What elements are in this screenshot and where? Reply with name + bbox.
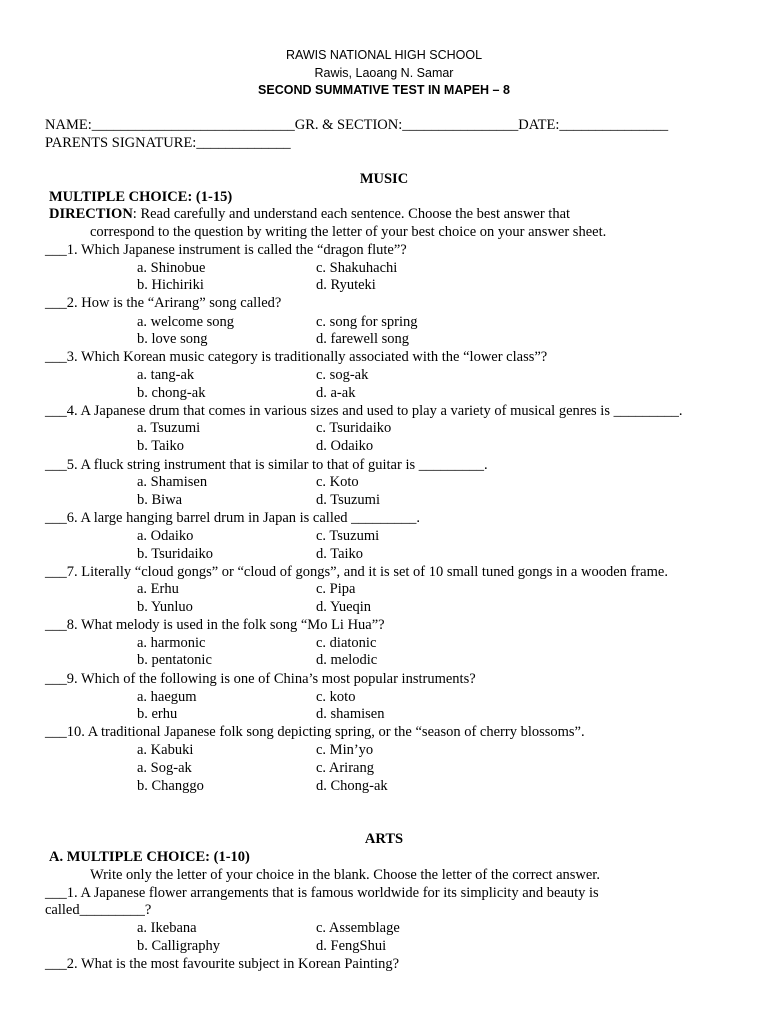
option-b: b. chong-ak: [137, 385, 206, 401]
option-a: a. Ikebana: [137, 920, 197, 936]
question-text: ___8. What melody is used in the folk song “Mo Li Hua”?: [45, 617, 385, 633]
option-left: a. Sog-ak: [137, 760, 192, 776]
question-text: ___7. Literally “cloud gongs” or “cloud of gongs”, and it is set of 10 small tuned gongs in a wooden frame.: [45, 564, 668, 580]
question-text: ___4. A Japanese drum that comes in various sizes and used to play a variety of musical genres is _________.: [45, 403, 683, 419]
question-text: ___3. Which Korean music category is traditionally associated with the “lower class”?: [45, 349, 548, 365]
music-direction: [49, 206, 570, 223]
option-d: d. shamisen: [316, 706, 385, 722]
arts-mc-label: A. MULTIPLE CHOICE: (1-10): [49, 849, 250, 865]
option-c: c. Koto: [316, 474, 359, 490]
direction-text-1: : Read carefully and understand each sentence. Choose the best answer that: [132, 206, 571, 222]
option-c: c. Tsuridaiko: [316, 420, 392, 436]
school-address: Rawis, Laoang N. Samar: [314, 66, 454, 80]
option-d: d. farewell song: [316, 331, 410, 347]
option-right: d. Chong-ak: [316, 778, 388, 794]
option-a: a. tang-ak: [137, 367, 195, 383]
option-b: b. Tsuridaiko: [137, 546, 214, 562]
option-a: a. welcome song: [137, 314, 235, 330]
question-text-line-2: called_________?: [45, 902, 152, 918]
info-line-name: NAME:____________________________GR. & SECTION:________________DATE:_______________: [45, 117, 669, 133]
option-d: d. Yueqin: [316, 599, 372, 615]
option-a: a. Tsuzumi: [137, 420, 201, 436]
option-a: a. Erhu: [137, 581, 179, 597]
option-b: b. Calligraphy: [137, 938, 220, 954]
option-b: b. Yunluo: [137, 599, 193, 615]
music-mc-range: : (1-15): [187, 189, 233, 205]
option-right: c. Arirang: [316, 760, 374, 776]
option-d: d. Odaiko: [316, 438, 374, 454]
music-mc-label: [49, 189, 232, 206]
direction-label: DIRECTION: [49, 206, 133, 222]
option-d: d. a-ak: [316, 385, 356, 401]
question-text: ___6. A large hanging barrel drum in Japan is called _________.: [45, 510, 421, 526]
question-text: ___10. A traditional Japanese folk song depicting spring, or the “season of cherry blossoms”.: [45, 724, 585, 740]
school-name: RAWIS NATIONAL HIGH SCHOOL: [285, 48, 483, 62]
option-b: b. love song: [137, 331, 208, 347]
option-a: a. haegum: [137, 689, 197, 705]
option-right: c. Min’yo: [316, 742, 374, 758]
option-b: b. Taiko: [137, 438, 185, 454]
question-text: ___9. Which of the following is one of China’s most popular instruments?: [45, 671, 476, 687]
option-c: c. sog-ak: [316, 367, 369, 383]
option-c: c. Tsuzumi: [316, 528, 380, 544]
option-d: d. melodic: [316, 652, 378, 668]
option-d: d. Ryuteki: [316, 277, 376, 293]
test-title: SECOND SUMMATIVE TEST IN MAPEH – 8: [258, 83, 510, 97]
option-d: d. Tsuzumi: [316, 492, 380, 508]
option-left: b. Changgo: [137, 778, 204, 794]
option-c: c. Assemblage: [316, 920, 400, 936]
option-c: c. diatonic: [316, 635, 377, 651]
music-mc-label-text: MULTIPLE CHOICE: [49, 189, 188, 205]
question-text: ___2. How is the “Arirang” song called?: [45, 295, 282, 311]
option-left: a. Kabuki: [137, 742, 194, 758]
info-line-parent-signature: PARENTS SIGNATURE:_____________: [45, 135, 291, 151]
arts-instruction: Write only the letter of your choice in the blank. Choose the letter of the correct answer.: [90, 867, 600, 883]
option-a: a. Shamisen: [137, 474, 208, 490]
arts-question-2: ___2. What is the most favourite subject in Korean Painting?: [45, 956, 400, 972]
direction-text-2: correspond to the question by writing the letter of your best choice on your answer sheet.: [90, 224, 607, 240]
option-c: c. Pipa: [316, 581, 356, 597]
option-b: b. Hichiriki: [137, 277, 204, 293]
option-b: b. erhu: [137, 706, 178, 722]
option-c: c. koto: [316, 689, 356, 705]
question-text: ___5. A fluck string instrument that is similar to that of guitar is _________.: [45, 457, 488, 473]
option-a: a. Odaiko: [137, 528, 194, 544]
section-heading-music: MUSIC: [359, 171, 409, 187]
option-b: b. pentatonic: [137, 652, 212, 668]
option-a: a. Shinobue: [137, 260, 206, 276]
option-d: d. FengShui: [316, 938, 387, 954]
question-text: ___1. Which Japanese instrument is called the “dragon flute”?: [45, 242, 407, 258]
question-text-line-1: ___1. A Japanese flower arrangements that is famous worldwide for its simplicity and beauty is: [45, 885, 599, 901]
option-c: c. Shakuhachi: [316, 260, 398, 276]
section-heading-arts: ARTS: [364, 831, 404, 847]
option-a: a. harmonic: [137, 635, 206, 651]
option-c: c. song for spring: [316, 314, 418, 330]
option-b: b. Biwa: [137, 492, 183, 508]
option-d: d. Taiko: [316, 546, 364, 562]
